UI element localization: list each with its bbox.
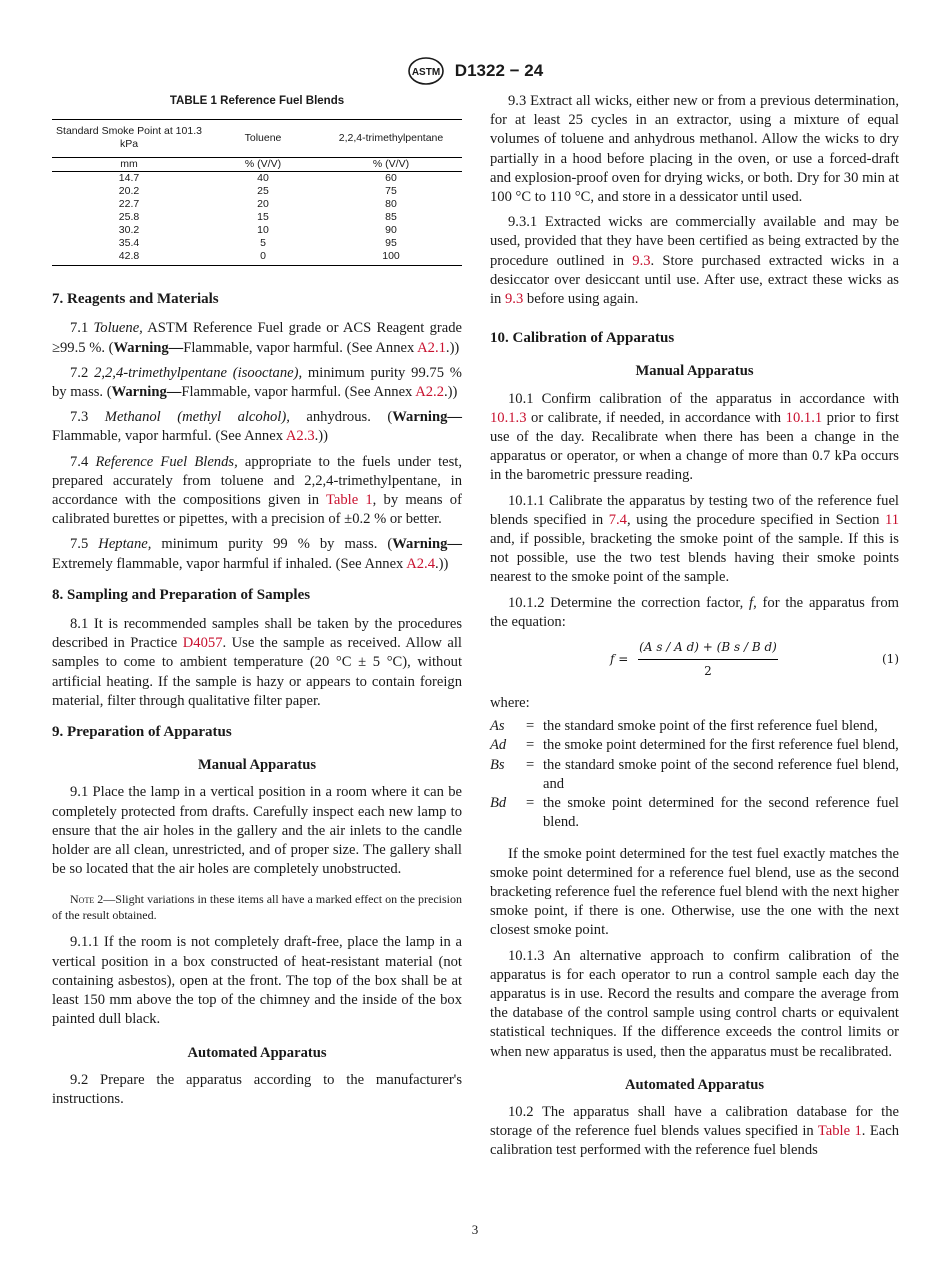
table-link[interactable]: Table 1 — [817, 1123, 862, 1140]
para-text: Extremely flammable, vapor harmful if inhaled. (See Annex — [52, 555, 407, 572]
right-column — [490, 92, 899, 1167]
astm-logo-icon — [407, 56, 445, 86]
table-cell: 25 — [257, 185, 269, 198]
para-text: .)) — [445, 339, 460, 356]
equation-numerator: (A s / A d) + (B s / B d) — [638, 638, 778, 660]
warning-label: Warning— — [111, 384, 182, 401]
reagent-name: Reference Fuel Blends, — [95, 453, 238, 470]
paragraph-10-1 — [490, 390, 899, 486]
table-cell: 25.8 — [118, 211, 140, 224]
equation-fraction — [638, 638, 778, 681]
definition-symbol: Ad — [490, 737, 507, 754]
unit-cell: % (V/V) — [206, 158, 320, 172]
table-row — [52, 224, 462, 237]
para-number: 7.4 — [70, 453, 89, 470]
paragraph-10-1-1 — [490, 492, 899, 588]
table-cell: 100 — [320, 250, 462, 266]
definition-symbol: As — [490, 718, 505, 735]
column-header: 2,2,4-trimethylpentane — [320, 120, 462, 158]
section-link[interactable]: 9.3 — [632, 252, 651, 269]
page-number: 3 — [471, 1222, 479, 1237]
equation-1 — [490, 638, 899, 682]
section-heading: 8. Sampling and Preparation of Samples — [52, 586, 311, 603]
para-text: prior to first use of the day. Recalibrate when there has been a change in the apparatus or operator, or when a change of more than 0.7 kPa occurs in the barometric pressure reading. — [490, 409, 899, 484]
table-cell: 22.7 — [118, 198, 140, 211]
note-text: 2—Slight variations in these items all have a marked effect on the precision of the result obtained. — [52, 892, 462, 923]
para-number: 7.3 — [70, 409, 89, 426]
annex-link[interactable]: A2.3 — [285, 428, 315, 445]
reference-fuel-blends-table — [52, 119, 462, 266]
table-row — [52, 237, 462, 250]
definition-equals: = — [526, 718, 535, 735]
para-text: ASTM Reference Fuel grade or ACS Reagent grade ≥99.5 %. ( — [52, 320, 462, 356]
note-label: Note — [70, 892, 95, 907]
section-link[interactable]: 7.4 — [608, 511, 627, 528]
definition-symbol: Bs — [490, 756, 505, 773]
subsection-heading: Automated Apparatus — [624, 1076, 765, 1093]
definition-symbol: Bd — [490, 795, 507, 812]
para-number: 7.1 — [70, 320, 89, 337]
paragraph-9-1: 9.1 Place the lamp in a vertical position in a room where it can be completely protected from drafts. Carefully inspect each new lamp to ensure that the air holes in the gallery and the air inlets to the candle holder are all clean, unrestricted, and of proper size. The gallery shall be so located that the air holes are completely unobstructed. — [52, 784, 462, 878]
paragraph-9-2: 9.2 Prepare the apparatus according to the manufacturer's instructions. — [52, 1071, 462, 1107]
subsection-heading: Automated Apparatus — [187, 1044, 327, 1061]
document-id: D1322 − 24 — [454, 61, 544, 80]
para-text: Flammable, vapor harmful. (See Annex — [183, 339, 418, 356]
table-row — [52, 198, 462, 211]
equation-lhs: f = — [610, 652, 629, 667]
table-cell: 5 — [260, 237, 266, 250]
para-text: . Use the sample as received. Allow all samples to come to ambient temperature (20 °C ± 5 °C), without artificial heating. If the sample is hazy or appears to contain foreign material, filter through qualitative filter paper. — [52, 635, 462, 709]
definition-item — [490, 756, 899, 794]
annex-link[interactable]: A2.4 — [406, 555, 435, 572]
unit-cell: % (V/V) — [320, 158, 462, 172]
paragraph-bracketing: If the smoke point determined for the test fuel exactly matches the smoke point determined for a reference fuel blend, use as the second bracketing reference fuel the reference fuel blend with the next higher smoke point, if there is one. Otherwise, use the one with the next closest smoke point. — [490, 845, 899, 939]
table-row — [52, 185, 462, 198]
paragraph-9-3-1 — [490, 213, 899, 309]
variable: f — [749, 594, 754, 611]
page-header — [0, 56, 950, 86]
definition-item — [490, 794, 899, 832]
practice-link[interactable]: D4057 — [182, 635, 223, 652]
annex-link[interactable]: A2.1 — [417, 339, 446, 356]
definition-text: the standard smoke point of the first reference fuel blend, — [543, 718, 878, 735]
warning-label: Warning— — [392, 536, 462, 553]
para-text: appropriate to the fuels under test, prepared accurately from toluene and 2,2,4-trimethylpentane, in accordance with the compositions given in — [52, 453, 463, 509]
section-link[interactable]: 10.1.3 — [490, 409, 527, 426]
definition-text: the standard smoke point of the second reference fuel blend, and — [543, 756, 899, 792]
reagent-name: Toluene, — [93, 320, 143, 337]
paragraph-7-4 — [52, 453, 462, 530]
paragraph-10-1-3: 10.1.3 An alternative approach to confirm calibration of the apparatus is for each operator to run a control sample each day the apparatus is in use. Record the results and compare the average from the database of the control sample using control charts or equivalent statistical techniques. If the difference exceeds the control limits or when new apparatus is used, then the apparatus must be recalibrated. — [490, 947, 899, 1060]
paragraph-10-1-2 — [490, 594, 899, 632]
subsection-heading: Manual Apparatus — [635, 363, 754, 380]
table-cell: 40 — [257, 172, 269, 185]
paragraph-9-1-1: 9.1.1 If the room is not completely draft-free, place the lamp in a vertical position in a box constructed of heat-resistant material (not containing asbestos), open at the front. The top of the box shall be at least 150 mm above the top of the chimney and the inside of the box painted dull black. — [52, 934, 462, 1028]
table-cell: 60 — [385, 172, 397, 185]
table-cell: 35.4 — [118, 237, 140, 250]
table-row — [52, 250, 462, 266]
definition-text: the smoke point determined for the second reference fuel blend. — [543, 795, 899, 831]
para-text: anhydrous. ( — [289, 409, 393, 426]
table-cell: 42.8 — [52, 250, 206, 266]
table-cell: 95 — [385, 237, 397, 250]
table-cell: 20 — [257, 198, 269, 211]
para-text: minimum purity 99 % by mass. ( — [151, 536, 393, 553]
para-text: , by means of calibrated burettes or pipettes, with a precision of ±0.2 % or better. — [52, 492, 462, 528]
table-cell: 80 — [385, 198, 397, 211]
table-cell: 20.2 — [118, 185, 140, 198]
paragraph-7-5 — [52, 535, 462, 573]
paragraph-7-2 — [52, 364, 462, 402]
table-cell: 10 — [257, 224, 269, 237]
para-text: , using the procedure specified in Section — [626, 511, 885, 528]
paragraph-9-3: 9.3 Extract all wicks, either new or from a previous determination, for at least 25 cycles in an extractor, using a mixture of equal volumes of toluene and anhydrous methanol. Allow the wicks to dry partially in a hood before placing in the oven, or use a forced-draft and explosion-proof oven for drying wicks, or both. Dry for 30 min at 100 °C to 110 °C, and store in a dessicator until used. — [490, 93, 899, 206]
note-2 — [52, 891, 462, 923]
table-cell: 90 — [385, 224, 397, 237]
equation-number: (1) — [882, 652, 899, 667]
paragraph-10-2 — [490, 1103, 899, 1161]
section-heading: 9. Preparation of Apparatus — [52, 724, 232, 741]
table-row — [52, 172, 462, 186]
para-text: .)) — [314, 428, 329, 445]
para-text: Flammable, vapor harmful. (See Annex — [181, 384, 416, 401]
para-text: 10.1.1 Calibrate the apparatus by testing two of the reference fuel blends specified in — [490, 492, 899, 528]
para-text: before using again. — [523, 291, 639, 308]
para-text: 10.1 Confirm calibration of the apparatus in accordance with — [508, 390, 899, 407]
table-cell: 14.7 — [118, 172, 140, 185]
column-header: Standard Smoke Point at 101.3 kPa — [52, 120, 206, 158]
definitions-list — [490, 717, 899, 832]
definition-equals: = — [526, 756, 535, 773]
unit-cell: mm — [52, 158, 206, 172]
section-link[interactable]: 11 — [884, 511, 900, 528]
para-text: 8.1 It is recommended samples shall be taken by the procedures described in Practice — [52, 616, 462, 652]
table-cell: 30.2 — [118, 224, 140, 237]
para-text: , for the apparatus from the equation: — [490, 594, 900, 630]
table-caption: TABLE 1 Reference Fuel Blends — [169, 95, 345, 107]
astm-logo-text: ASTM — [411, 67, 440, 78]
para-text: Flammable, vapor harmful. (See Annex — [52, 428, 286, 445]
definition-equals: = — [526, 737, 535, 754]
para-text: 10.2 The apparatus shall have a calibration database for the storage of the reference fuel blends values specified in — [490, 1103, 899, 1140]
para-text: or calibrate, if needed, in accordance with — [526, 409, 786, 426]
para-text: .)) — [444, 384, 458, 401]
para-number: 7.5 — [70, 536, 89, 553]
paragraph-7-1 — [52, 319, 462, 357]
para-text: 9.3.1 Extracted wicks are commercially available and may be used, provided that they have been certified as being extracted by the procedure outlined in — [490, 214, 899, 269]
definition-equals: = — [526, 795, 535, 812]
table-cell: 0 — [206, 250, 320, 266]
section-heading: 7. Reagents and Materials — [52, 291, 219, 308]
table-cell: 75 — [385, 185, 397, 198]
para-text: .)) — [435, 555, 449, 572]
para-text: minimum purity 99.75 % by mass. ( — [52, 364, 462, 401]
column-header: Toluene — [206, 120, 320, 158]
left-column — [52, 92, 462, 1115]
para-text: 10.1.2 Determine the correction factor, — [508, 594, 750, 611]
section-link[interactable]: 10.1.1 — [785, 409, 823, 426]
annex-link[interactable]: A2.2 — [415, 384, 444, 401]
para-text: and, if possible, bracketing the smoke point of the sample. If this is not possible, use the two test blends having their smoke points nearest to the smoke point of the sample. — [490, 531, 899, 586]
definition-item — [490, 717, 899, 736]
equation-denominator: 2 — [704, 664, 712, 679]
table-link[interactable]: Table 1 — [325, 492, 373, 509]
definition-text: the smoke point determined for the first reference fuel blend, — [543, 737, 899, 754]
reagent-name: Heptane, — [98, 536, 152, 553]
para-text: . Store purchased extracted wicks in a desiccator over desiccant until use. After use, extract these wicks as in — [490, 252, 899, 308]
section-heading: 10. Calibration of Apparatus — [490, 330, 675, 347]
reagent-name: 2,2,4-trimethylpentane (isooctane), — [94, 364, 303, 381]
table-row — [52, 211, 462, 224]
definition-item — [490, 736, 899, 755]
reagent-name: Methanol (methyl alcohol), — [104, 409, 290, 426]
section-link[interactable]: 9.3 — [505, 291, 524, 308]
warning-label: Warning— — [392, 409, 462, 426]
paragraph-8-1 — [52, 615, 462, 711]
where-label: where: — [490, 695, 530, 712]
table-cell: 15 — [257, 211, 269, 224]
para-text: . Each calibration test performed with the reference fuel blends — [490, 1123, 899, 1159]
table-cell: 85 — [385, 211, 397, 224]
para-number: 7.2 — [70, 364, 89, 381]
subsection-heading: Manual Apparatus — [198, 757, 316, 774]
paragraph-7-3 — [52, 408, 462, 446]
warning-label: Warning— — [113, 339, 184, 356]
